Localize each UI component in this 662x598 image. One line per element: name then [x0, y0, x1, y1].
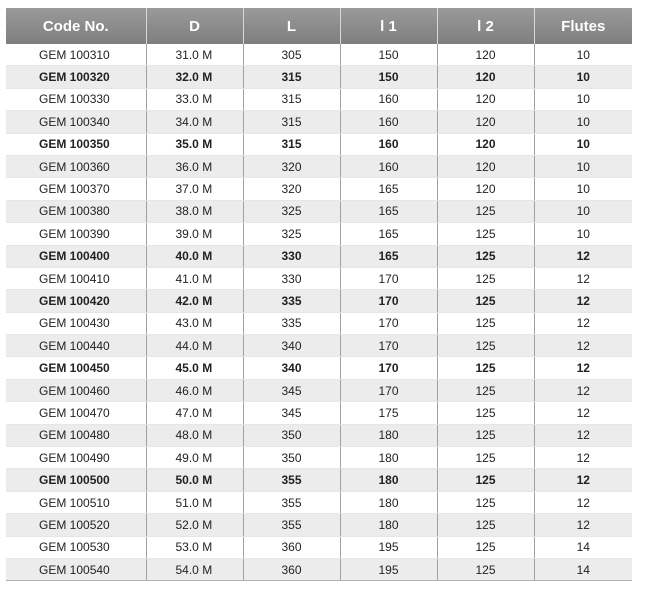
cell-flutes: 10 [534, 88, 632, 110]
cell-l: 355 [243, 514, 340, 536]
cell-flutes: 10 [534, 155, 632, 177]
cell-l1: 150 [340, 44, 437, 66]
table-row [6, 335, 632, 357]
cell-l2: 125 [437, 200, 534, 222]
cell-l1: 160 [340, 88, 437, 110]
table-row [6, 200, 632, 222]
cell-l1: 165 [340, 245, 437, 267]
cell-code-no: GEM 100450 [6, 357, 146, 379]
cell-d: 54.0 M [146, 558, 243, 580]
cell-l1: 170 [340, 335, 437, 357]
cell-flutes: 12 [534, 424, 632, 446]
cell-l2: 120 [437, 155, 534, 177]
cell-d: 41.0 M [146, 267, 243, 289]
cell-flutes: 14 [534, 558, 632, 580]
cell-l: 355 [243, 491, 340, 513]
cell-l1: 165 [340, 200, 437, 222]
cell-l: 335 [243, 290, 340, 312]
cell-d: 31.0 M [146, 44, 243, 66]
cell-flutes: 14 [534, 536, 632, 558]
cell-l1: 180 [340, 469, 437, 491]
cell-code-no: GEM 100460 [6, 379, 146, 401]
cell-l: 325 [243, 200, 340, 222]
table-row [6, 66, 632, 88]
cell-l2: 125 [437, 514, 534, 536]
table-row [6, 536, 632, 558]
cell-l2: 125 [437, 469, 534, 491]
cell-l: 340 [243, 357, 340, 379]
table-row [6, 357, 632, 379]
table-row [6, 155, 632, 177]
cell-l: 330 [243, 267, 340, 289]
cell-l: 315 [243, 133, 340, 155]
table-header [6, 8, 632, 44]
cell-code-no: GEM 100330 [6, 88, 146, 110]
cell-code-no: GEM 100490 [6, 447, 146, 469]
cell-l2: 125 [437, 223, 534, 245]
cell-d: 39.0 M [146, 223, 243, 245]
cell-code-no: GEM 100430 [6, 312, 146, 334]
cell-code-no: GEM 100470 [6, 402, 146, 424]
cell-l1: 150 [340, 66, 437, 88]
cell-flutes: 10 [534, 178, 632, 200]
cell-l: 350 [243, 447, 340, 469]
cell-l: 350 [243, 424, 340, 446]
cell-flutes: 10 [534, 200, 632, 222]
cell-l1: 175 [340, 402, 437, 424]
cell-l2: 120 [437, 66, 534, 88]
cell-d: 33.0 M [146, 88, 243, 110]
cell-l: 305 [243, 44, 340, 66]
cell-l2: 125 [437, 245, 534, 267]
cell-l1: 180 [340, 447, 437, 469]
cell-l2: 120 [437, 133, 534, 155]
cell-l2: 125 [437, 536, 534, 558]
table-row [6, 245, 632, 267]
cell-l2: 125 [437, 312, 534, 334]
cell-l1: 170 [340, 267, 437, 289]
cell-l2: 120 [437, 44, 534, 66]
cell-code-no: GEM 100440 [6, 335, 146, 357]
table-row [6, 379, 632, 401]
table-row [6, 514, 632, 536]
cell-l: 315 [243, 111, 340, 133]
cell-code-no: GEM 100370 [6, 178, 146, 200]
cell-d: 37.0 M [146, 178, 243, 200]
table-row [6, 290, 632, 312]
cell-code-no: GEM 100510 [6, 491, 146, 513]
header-l: L [243, 8, 340, 44]
cell-flutes: 12 [534, 335, 632, 357]
cell-l1: 180 [340, 424, 437, 446]
cell-flutes: 12 [534, 357, 632, 379]
cell-code-no: GEM 100320 [6, 66, 146, 88]
cell-d: 46.0 M [146, 379, 243, 401]
table-row [6, 88, 632, 110]
product-spec-table [6, 8, 632, 581]
cell-d: 36.0 M [146, 155, 243, 177]
cell-code-no: GEM 100500 [6, 469, 146, 491]
cell-l: 345 [243, 379, 340, 401]
table-body [6, 44, 632, 581]
cell-code-no: GEM 100380 [6, 200, 146, 222]
cell-code-no: GEM 100350 [6, 133, 146, 155]
cell-flutes: 12 [534, 402, 632, 424]
cell-flutes: 12 [534, 491, 632, 513]
cell-code-no: GEM 100390 [6, 223, 146, 245]
cell-code-no: GEM 100520 [6, 514, 146, 536]
cell-l1: 195 [340, 536, 437, 558]
cell-code-no: GEM 100410 [6, 267, 146, 289]
cell-l1: 170 [340, 379, 437, 401]
cell-d: 32.0 M [146, 66, 243, 88]
table-row [6, 312, 632, 334]
cell-code-no: GEM 100340 [6, 111, 146, 133]
cell-l1: 195 [340, 558, 437, 580]
cell-l1: 160 [340, 111, 437, 133]
cell-code-no: GEM 100420 [6, 290, 146, 312]
header-flutes: Flutes [534, 8, 632, 44]
cell-l2: 125 [437, 357, 534, 379]
cell-l: 320 [243, 155, 340, 177]
cell-flutes: 12 [534, 312, 632, 334]
cell-flutes: 12 [534, 469, 632, 491]
cell-l2: 125 [437, 558, 534, 580]
cell-l1: 165 [340, 223, 437, 245]
cell-d: 43.0 M [146, 312, 243, 334]
cell-l1: 160 [340, 133, 437, 155]
cell-code-no: GEM 100400 [6, 245, 146, 267]
header-l2: l 2 [437, 8, 534, 44]
cell-l1: 165 [340, 178, 437, 200]
table-row [6, 223, 632, 245]
cell-l: 325 [243, 223, 340, 245]
cell-l2: 125 [437, 379, 534, 401]
cell-l1: 160 [340, 155, 437, 177]
table-row [6, 424, 632, 446]
cell-l2: 125 [437, 491, 534, 513]
cell-l: 340 [243, 335, 340, 357]
cell-l2: 125 [437, 447, 534, 469]
cell-d: 40.0 M [146, 245, 243, 267]
cell-d: 34.0 M [146, 111, 243, 133]
cell-flutes: 12 [534, 514, 632, 536]
cell-d: 44.0 M [146, 335, 243, 357]
product-spec-table-container [6, 8, 632, 581]
cell-d: 48.0 M [146, 424, 243, 446]
cell-code-no: GEM 100310 [6, 44, 146, 66]
cell-l: 320 [243, 178, 340, 200]
cell-code-no: GEM 100530 [6, 536, 146, 558]
cell-l: 335 [243, 312, 340, 334]
header-code-no: Code No. [6, 8, 146, 44]
table-row [6, 558, 632, 580]
cell-flutes: 10 [534, 66, 632, 88]
cell-l2: 125 [437, 402, 534, 424]
cell-flutes: 12 [534, 245, 632, 267]
cell-l2: 125 [437, 424, 534, 446]
cell-l: 330 [243, 245, 340, 267]
cell-l: 345 [243, 402, 340, 424]
cell-d: 35.0 M [146, 133, 243, 155]
cell-d: 53.0 M [146, 536, 243, 558]
header-row [6, 8, 632, 44]
table-row [6, 402, 632, 424]
cell-l2: 120 [437, 178, 534, 200]
cell-flutes: 10 [534, 133, 632, 155]
cell-l: 315 [243, 88, 340, 110]
cell-l1: 170 [340, 357, 437, 379]
table-row [6, 267, 632, 289]
table-row [6, 469, 632, 491]
cell-flutes: 10 [534, 44, 632, 66]
header-d: D [146, 8, 243, 44]
cell-d: 52.0 M [146, 514, 243, 536]
cell-d: 49.0 M [146, 447, 243, 469]
cell-l2: 125 [437, 335, 534, 357]
cell-d: 38.0 M [146, 200, 243, 222]
cell-l1: 180 [340, 514, 437, 536]
table-row [6, 44, 632, 66]
cell-l: 360 [243, 558, 340, 580]
cell-flutes: 12 [534, 447, 632, 469]
header-l1: l 1 [340, 8, 437, 44]
cell-l1: 170 [340, 290, 437, 312]
cell-l1: 170 [340, 312, 437, 334]
cell-l: 315 [243, 66, 340, 88]
cell-d: 47.0 M [146, 402, 243, 424]
cell-l2: 120 [437, 88, 534, 110]
table-row [6, 447, 632, 469]
cell-flutes: 12 [534, 379, 632, 401]
cell-d: 42.0 M [146, 290, 243, 312]
table-row [6, 111, 632, 133]
cell-l: 355 [243, 469, 340, 491]
table-row [6, 133, 632, 155]
cell-d: 45.0 M [146, 357, 243, 379]
table-row [6, 178, 632, 200]
cell-d: 51.0 M [146, 491, 243, 513]
cell-flutes: 12 [534, 290, 632, 312]
cell-l1: 180 [340, 491, 437, 513]
cell-d: 50.0 M [146, 469, 243, 491]
cell-code-no: GEM 100360 [6, 155, 146, 177]
table-row [6, 491, 632, 513]
cell-l2: 120 [437, 111, 534, 133]
cell-l2: 125 [437, 290, 534, 312]
cell-code-no: GEM 100540 [6, 558, 146, 580]
cell-flutes: 10 [534, 111, 632, 133]
cell-flutes: 12 [534, 267, 632, 289]
cell-l: 360 [243, 536, 340, 558]
cell-flutes: 10 [534, 223, 632, 245]
cell-l2: 125 [437, 267, 534, 289]
cell-code-no: GEM 100480 [6, 424, 146, 446]
